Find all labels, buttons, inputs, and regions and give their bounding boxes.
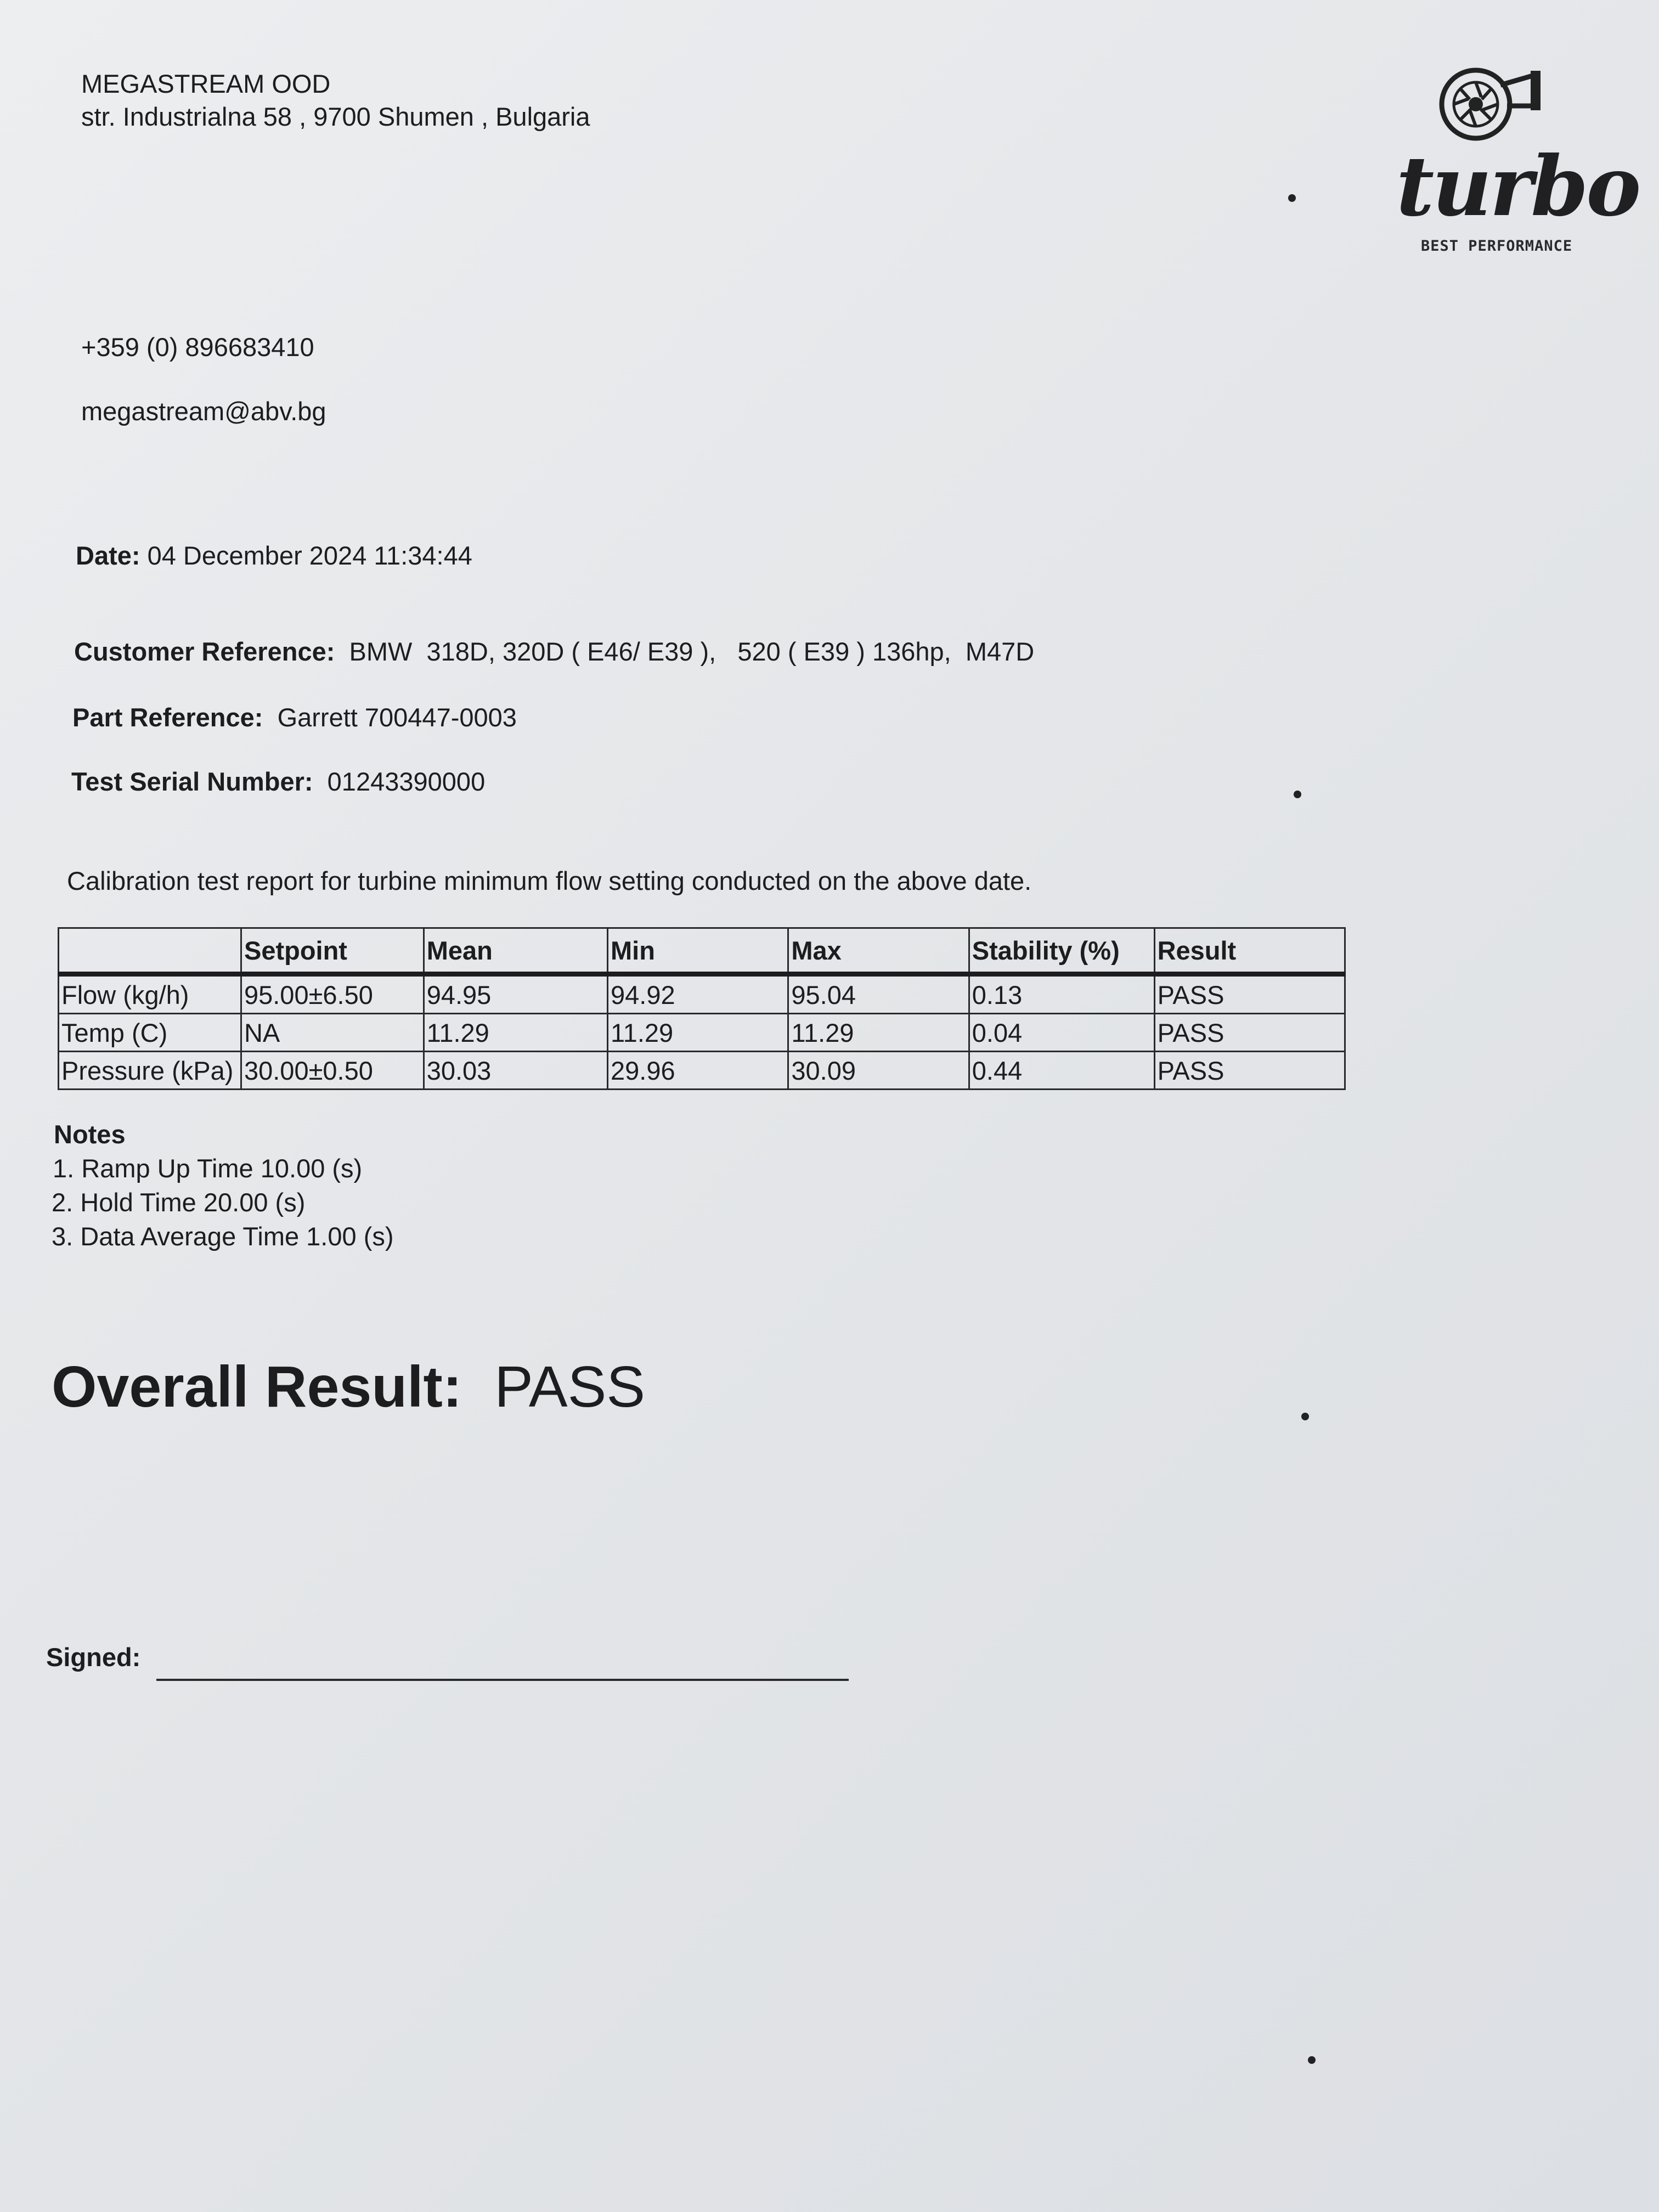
logo-tagline: BEST PERFORMANCE bbox=[1421, 238, 1573, 255]
date-value: 04 December 2024 11:34:44 bbox=[147, 541, 472, 570]
paper-dot bbox=[1308, 2056, 1316, 2064]
table-cell: 95.00±6.50 bbox=[241, 974, 424, 1014]
date-label: Date: bbox=[76, 541, 140, 570]
signed-label: Signed: bbox=[46, 1643, 141, 1672]
header-cell: Setpoint bbox=[241, 928, 424, 974]
customer-row bbox=[74, 636, 1034, 667]
table-cell: 0.13 bbox=[969, 974, 1154, 1014]
company-email: megastream@abv.bg bbox=[81, 397, 326, 426]
logo-word: turbo bbox=[1396, 138, 1639, 235]
header-cell: Max bbox=[788, 928, 969, 974]
date-row bbox=[76, 540, 472, 571]
table-cell: PASS bbox=[1154, 974, 1345, 1014]
notes-title: Notes bbox=[54, 1120, 126, 1149]
company-phone: +359 (0) 896683410 bbox=[81, 332, 314, 362]
table-cell: PASS bbox=[1154, 1014, 1345, 1052]
table-cell: 11.29 bbox=[608, 1014, 788, 1052]
paper-dot bbox=[1301, 1413, 1309, 1420]
table-cell: 94.92 bbox=[608, 974, 788, 1014]
part-value: Garrett 700447-0003 bbox=[277, 703, 517, 732]
serial-label: Test Serial Number: bbox=[71, 767, 313, 796]
customer-label: Customer Reference: bbox=[74, 637, 335, 666]
signature-line bbox=[156, 1679, 849, 1681]
overall-result-value: PASS bbox=[494, 1355, 646, 1419]
table-cell: 0.44 bbox=[969, 1052, 1154, 1090]
overall-result-label: Overall Result: bbox=[52, 1355, 462, 1419]
header-cell: Result bbox=[1154, 928, 1345, 974]
part-row bbox=[72, 702, 517, 733]
table-cell: Pressure (kPa) bbox=[59, 1052, 241, 1090]
table-cell: 30.00±0.50 bbox=[241, 1052, 424, 1090]
header-cell: Min bbox=[608, 928, 788, 974]
table-cell: 11.29 bbox=[788, 1014, 969, 1052]
customer-value: BMW 318D, 320D ( E46/ E39 ), 520 ( E39 ) 136hp, M47D bbox=[349, 637, 1035, 666]
table-row bbox=[59, 1014, 1345, 1052]
note-item: 3. Data Average Time 1.00 (s) bbox=[52, 1222, 394, 1251]
turbocharger-icon bbox=[1391, 63, 1605, 151]
table-cell: 94.95 bbox=[424, 974, 607, 1014]
note-item: 1. Ramp Up Time 10.00 (s) bbox=[53, 1154, 363, 1183]
overall-result bbox=[52, 1355, 645, 1419]
company-address: str. Industrialna 58 , 9700 Shumen , Bulgaria bbox=[81, 102, 590, 131]
company-name: MEGASTREAM OOD bbox=[81, 69, 331, 98]
table-cell: 11.29 bbox=[424, 1014, 607, 1052]
table-row bbox=[59, 974, 1345, 1014]
turbo-logo bbox=[1391, 63, 1639, 261]
table-cell: 30.03 bbox=[424, 1052, 607, 1090]
table-header-row bbox=[59, 928, 1345, 974]
header-cell: Stability (%) bbox=[969, 928, 1154, 974]
paper-dot bbox=[1294, 791, 1301, 798]
table-cell: Temp (C) bbox=[59, 1014, 241, 1052]
header-cell: Mean bbox=[424, 928, 607, 974]
serial-value: 01243390000 bbox=[327, 767, 486, 796]
table-cell: 30.09 bbox=[788, 1052, 969, 1090]
part-label: Part Reference: bbox=[72, 703, 263, 732]
table-cell: Flow (kg/h) bbox=[59, 974, 241, 1014]
table-cell: PASS bbox=[1154, 1052, 1345, 1090]
paper-dot bbox=[1288, 194, 1296, 202]
note-item: 2. Hold Time 20.00 (s) bbox=[52, 1188, 306, 1217]
table-cell: 0.04 bbox=[969, 1014, 1154, 1052]
table-cell: 29.96 bbox=[608, 1052, 788, 1090]
results-table bbox=[58, 927, 1346, 1090]
serial-row bbox=[71, 766, 485, 797]
table-cell: 95.04 bbox=[788, 974, 969, 1014]
table-row bbox=[59, 1052, 1345, 1090]
table-cell: NA bbox=[241, 1014, 424, 1052]
header-cell bbox=[59, 928, 241, 974]
intro-text: Calibration test report for turbine minimum flow setting conducted on the above date. bbox=[67, 866, 1032, 895]
